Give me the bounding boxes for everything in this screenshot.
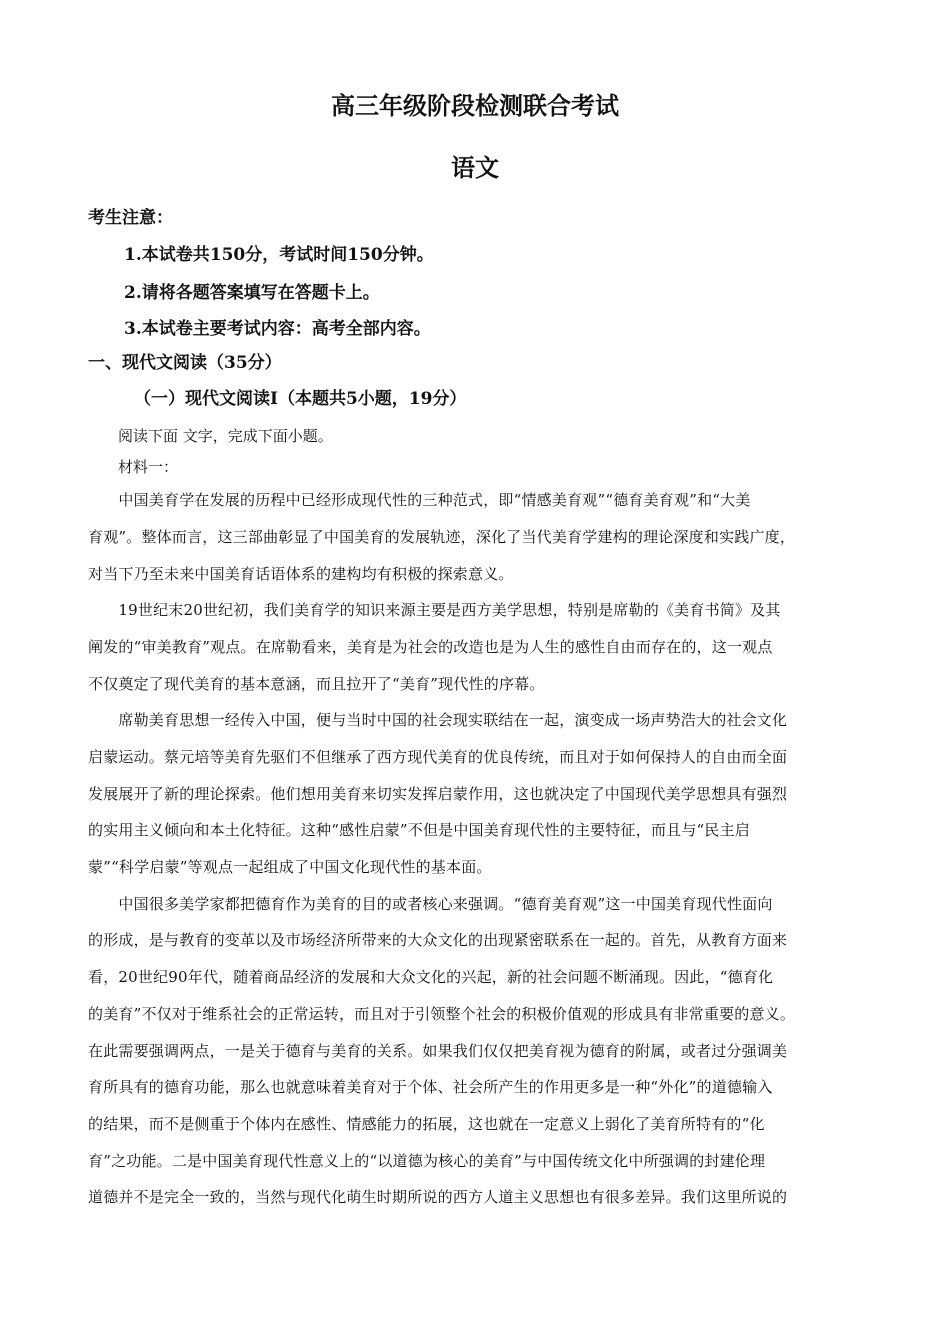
notice-item: 1.本试卷共150分，考试时间150分钟。: [124, 245, 434, 265]
passage-line: 的美育”不仅对于维系社会的正常运转，而且对于引领整个社会的积极价值观的形成具有非常重要的意义。: [88, 1005, 796, 1023]
passage-line: 对当下乃至未来中国美育话语体系的建构均有积极的探索意义。: [88, 565, 514, 583]
passage-line: 中国很多美学家都把德育作为美育的目的或者核心来强调。“德育美育观”这一中国美育现代性面向: [88, 895, 773, 913]
passage-line: 阐发的“审美教育”观点。在席勒看来，美育是为社会的改造也是为人生的感性自由而存在的，这一观点: [88, 638, 773, 656]
passage-line: 不仅奠定了现代美育的基本意涵，而且拉开了“美育”现代性的序幕。: [88, 675, 545, 693]
section-title: 一、现代文阅读（35分）: [88, 353, 282, 373]
passage-line: 的结果，而不是侧重于个体内在感性、情感能力的拓展，这也就在一定意义上弱化了美育所特有的“化: [88, 1115, 765, 1133]
notice-item: 2.请将各题答案填写在答题卡上。: [124, 283, 380, 303]
passage-line: 育所具有的德育功能，那么也就意味着美育对于个体、社会所产生的作用更多是一种“外化”的道德输入: [88, 1078, 773, 1096]
passage-line: 蒙”“科学启蒙”等观点一起组成了中国文化现代性的基本面。: [88, 858, 492, 876]
subsection-title: （一）现代文阅读Ⅰ（本题共5小题，19分）: [134, 389, 467, 409]
passage-line: 道德并不是完全一致的，当然与现代化萌生时期所说的西方人道主义思想也有很多差异。我们这里所说的: [88, 1188, 788, 1206]
passage-line: 的实用主义倾向和本土化特征。这种“感性启蒙”不但是中国美育现代性的主要特征，而且与“民主启: [88, 821, 751, 839]
passage-line: 育观”。整体而言，这三部曲彰显了中国美育的发展轨迹，深化了当代美育学建构的理论深度和实践广度，: [88, 528, 796, 546]
reading-instruction: 阅读下面 文字，完成下面小题。: [118, 427, 333, 445]
notice-item: 3.本试卷主要考试内容：高考全部内容。: [124, 319, 431, 339]
notice-heading: 考生注意：: [88, 208, 173, 228]
exam-title: 高三年级阶段检测联合考试: [331, 91, 619, 120]
passage-line: 19世纪末20世纪初，我们美育学的知识来源主要是西方美学思想，特别是席勒的《美育书简》及其: [88, 601, 781, 619]
passage-line: 的形成，是与教育的变革以及市场经济所带来的大众文化的出现紧密联系在一起的。首先，从教育方面来: [88, 931, 788, 949]
passage-line: 中国美育学在发展的历程中已经形成现代性的三种范式，即“情感美育观”“德育美育观”和“大美: [88, 491, 751, 509]
passage-line: 席勒美育思想一经传入中国，便与当时中国的社会现实联结在一起，演变成一场声势浩大的社会文化: [88, 711, 788, 729]
passage-line: 育”之功能。二是中国美育现代性意义上的“以道德为核心的美育”与中国传统文化中所强调的封建伦理: [88, 1152, 766, 1170]
passage-line: 看，20世纪90年代，随着商品经济的发展和大众文化的兴起，新的社会问题不断涌现。因此，“德育化: [88, 968, 774, 986]
passage-line: 发展展开了新的理论探索。他们想用美育来切实发挥启蒙作用，这也就决定了中国现代美学思想具有强烈: [88, 785, 788, 803]
subject-title: 语文: [451, 153, 499, 182]
passage-line: 启蒙运动。蔡元培等美育先驱们不但继承了西方现代美育的优良传统，而且对于如何保持人的自由而全面: [88, 748, 788, 766]
material-label: 材料一：: [118, 458, 179, 476]
passage-line: 在此需要强调两点，一是关于德育与美育的关系。如果我们仅仅把美育视为德育的附属，或者过分强调美: [88, 1042, 788, 1060]
